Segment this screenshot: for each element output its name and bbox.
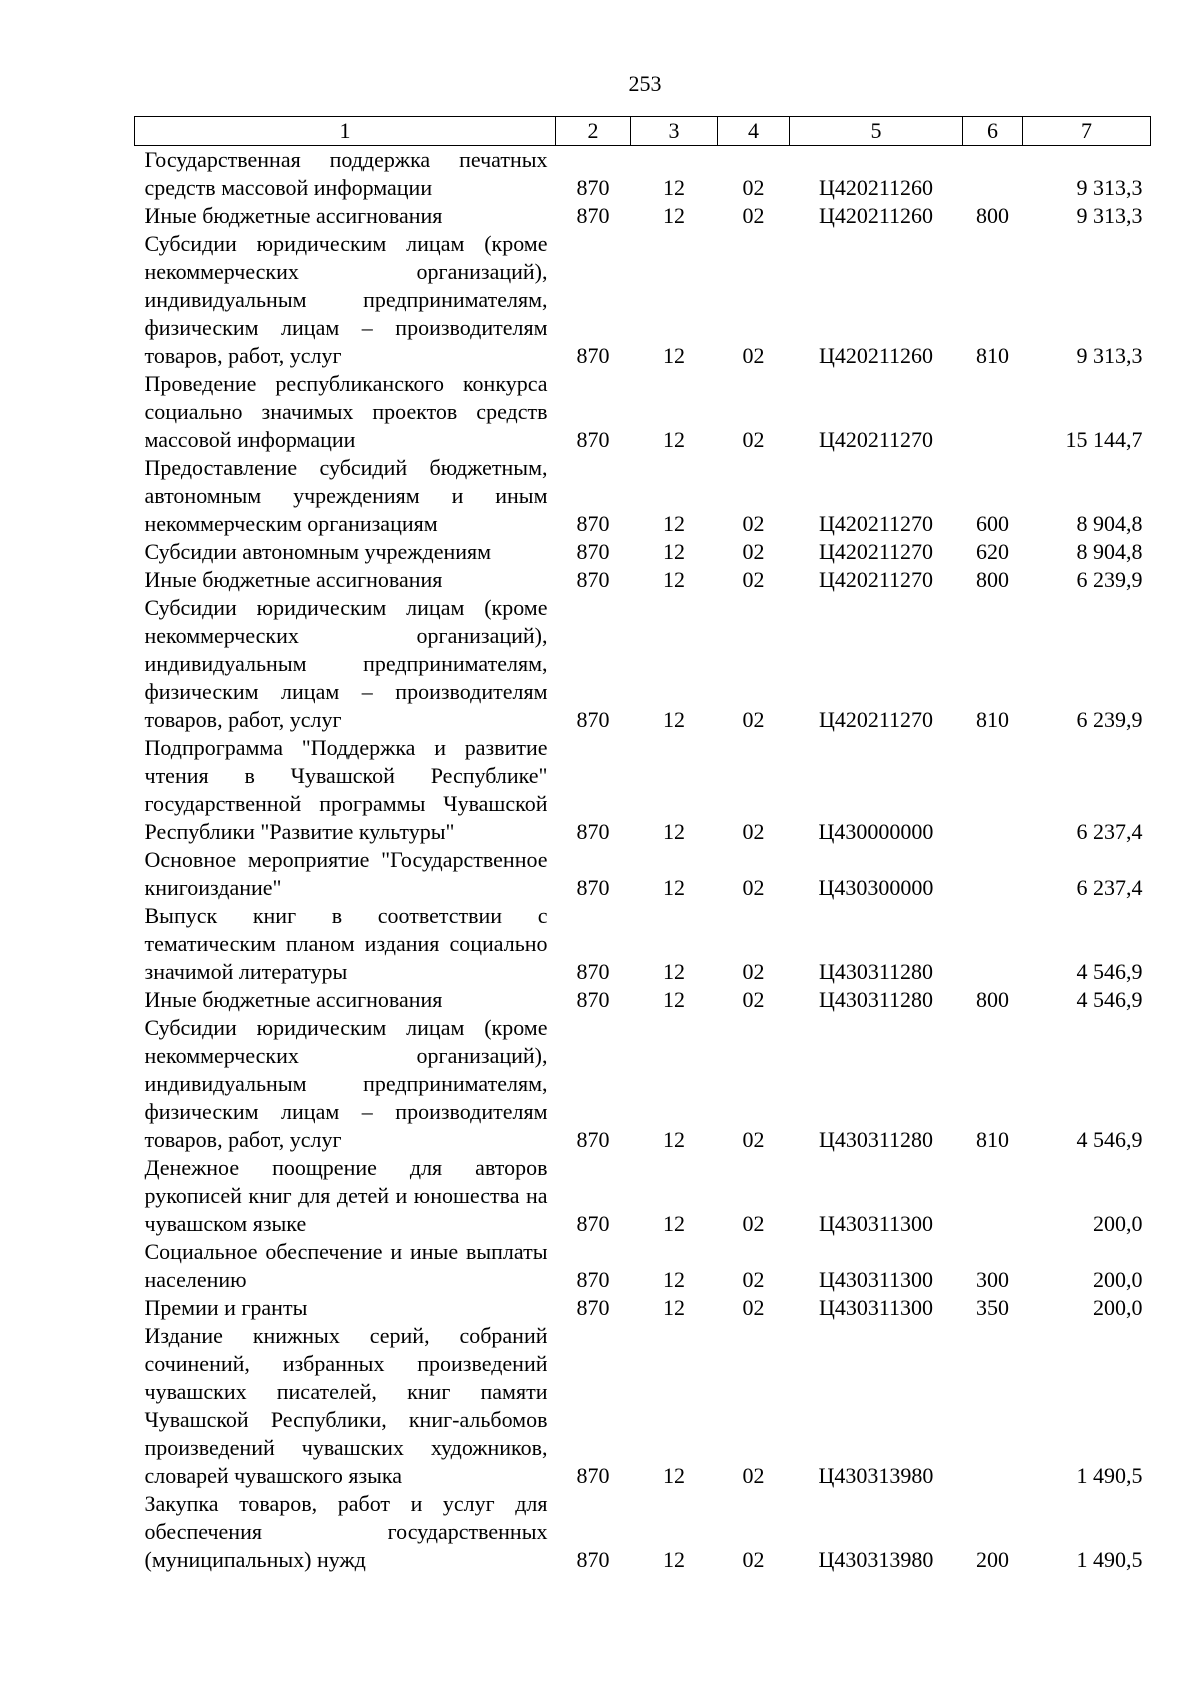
item-name: Выпуск книг в соответствии с тематическим планом издания социально значимой литературы xyxy=(144,903,548,984)
item-name: Закупка товаров, работ и услуг для обеспечения государственных (муниципальных) нужд xyxy=(144,1491,548,1572)
subsection-code: 02 xyxy=(742,427,765,452)
subsection-code: 02 xyxy=(742,819,765,844)
item-name: Основное мероприятие "Государственное книгоиздание" xyxy=(144,847,548,900)
amount: 4 546,9 xyxy=(1076,987,1143,1012)
ministry-code: 870 xyxy=(576,1211,610,1236)
target-article-code: Ц430311280 xyxy=(818,1127,934,1152)
ministry-code: 870 xyxy=(576,567,610,592)
expense-type-code: 800 xyxy=(976,203,1009,228)
expense-type-code: 620 xyxy=(976,539,1009,564)
section-code: 12 xyxy=(663,875,685,900)
amount: 8 904,8 xyxy=(1076,539,1143,564)
expense-type-code: 810 xyxy=(976,707,1009,732)
table-row xyxy=(135,734,1151,846)
ministry-code: 870 xyxy=(576,707,610,732)
item-name: Издание книжных серий, собраний сочинений, избранных произведений чувашских писателей, книг памяти Чувашской Республики, книг-альбомов произведений чувашских художников, словарей чувашского языка xyxy=(144,1323,548,1488)
table-row xyxy=(135,1014,1151,1154)
amount: 9 313,3 xyxy=(1076,175,1143,200)
target-article-code: Ц430300000 xyxy=(818,875,934,900)
table-row xyxy=(135,1154,1151,1238)
amount: 200,0 xyxy=(1093,1295,1143,1320)
table-row xyxy=(135,454,1151,538)
amount: 6 239,9 xyxy=(1076,567,1143,592)
subsection-code: 02 xyxy=(742,175,765,200)
page-number: 253 xyxy=(628,71,662,96)
section-code: 12 xyxy=(663,1127,685,1152)
subsection-code: 02 xyxy=(742,1267,765,1292)
table-row xyxy=(135,846,1151,902)
column-header-6: 6 xyxy=(963,117,1023,146)
item-name: Денежное поощрение для авторов рукописей книг для детей и юношества на чувашском языке xyxy=(144,1155,548,1236)
ministry-code: 870 xyxy=(576,539,610,564)
section-code: 12 xyxy=(663,1211,685,1236)
subsection-code: 02 xyxy=(742,1127,765,1152)
target-article-code: Ц420211260 xyxy=(818,203,934,228)
item-name: Субсидии юридическим лицам (кроме некоммерческих организаций), индивидуальным предпринимателям, физическим лицам – производителям товаров, работ, услуг xyxy=(144,1015,548,1152)
column-header-4: 4 xyxy=(718,117,790,146)
table-row xyxy=(135,902,1151,986)
amount: 200,0 xyxy=(1093,1267,1143,1292)
item-name: Иные бюджетные ассигнования xyxy=(144,987,443,1012)
target-article-code: Ц420211270 xyxy=(818,707,934,732)
item-name: Иные бюджетные ассигнования xyxy=(144,567,443,592)
ministry-code: 870 xyxy=(576,987,610,1012)
expense-type-code: 810 xyxy=(976,1127,1009,1152)
table-row xyxy=(135,594,1151,734)
subsection-code: 02 xyxy=(742,1211,765,1236)
ministry-code: 870 xyxy=(576,1463,610,1488)
expense-type-code: 800 xyxy=(976,987,1009,1012)
section-code: 12 xyxy=(663,203,685,228)
section-code: 12 xyxy=(663,707,685,732)
item-name: Субсидии юридическим лицам (кроме некоммерческих организаций), индивидуальным предпринимателям, физическим лицам – производителям товаров, работ, услуг xyxy=(144,231,548,368)
table-row xyxy=(135,986,1151,1014)
target-article-code: Ц430311300 xyxy=(818,1295,934,1320)
amount: 4 546,9 xyxy=(1076,1127,1143,1152)
target-article-code: Ц430311300 xyxy=(818,1267,934,1292)
section-code: 12 xyxy=(663,175,685,200)
target-article-code: Ц420211260 xyxy=(818,175,934,200)
expense-type-code xyxy=(963,146,1023,203)
subsection-code: 02 xyxy=(742,875,765,900)
section-code: 12 xyxy=(663,819,685,844)
subsection-code: 02 xyxy=(742,539,765,564)
table-row xyxy=(135,538,1151,566)
column-header-2: 2 xyxy=(556,117,631,146)
amount: 1 490,5 xyxy=(1076,1463,1143,1488)
target-article-code: Ц420211270 xyxy=(818,427,934,452)
header-row xyxy=(135,117,1151,146)
column-header-3: 3 xyxy=(631,117,718,146)
target-article-code: Ц420211270 xyxy=(818,567,934,592)
table-row xyxy=(135,566,1151,594)
column-header-7: 7 xyxy=(1023,117,1151,146)
expense-type-code: 810 xyxy=(976,343,1009,368)
ministry-code: 870 xyxy=(576,511,610,536)
section-code: 12 xyxy=(663,987,685,1012)
item-name: Социальное обеспечение и иные выплаты населению xyxy=(144,1239,548,1292)
table-header xyxy=(135,117,1151,146)
ministry-code: 870 xyxy=(576,1547,610,1572)
budget-table xyxy=(134,116,1151,1574)
amount: 6 237,4 xyxy=(1076,875,1143,900)
amount: 9 313,3 xyxy=(1076,343,1143,368)
subsection-code: 02 xyxy=(742,203,765,228)
expense-type-code: 800 xyxy=(976,567,1009,592)
target-article-code: Ц430311280 xyxy=(818,959,934,984)
section-code: 12 xyxy=(663,1295,685,1320)
ministry-code: 870 xyxy=(576,1267,610,1292)
item-name: Субсидии юридическим лицам (кроме некоммерческих организаций), индивидуальным предпринимателям, физическим лицам – производителям товаров, работ, услуг xyxy=(144,595,548,732)
expense-type-code xyxy=(963,734,1023,846)
amount: 4 546,9 xyxy=(1076,959,1143,984)
table-row xyxy=(135,146,1151,203)
ministry-code: 870 xyxy=(576,875,610,900)
item-name: Иные бюджетные ассигнования xyxy=(144,203,443,228)
item-name: Премии и гранты xyxy=(144,1295,308,1320)
target-article-code: Ц430313980 xyxy=(818,1463,934,1488)
expense-type-code: 600 xyxy=(976,511,1009,536)
subsection-code: 02 xyxy=(742,511,765,536)
subsection-code: 02 xyxy=(742,1295,765,1320)
section-code: 12 xyxy=(663,567,685,592)
subsection-code: 02 xyxy=(742,1463,765,1488)
subsection-code: 02 xyxy=(742,567,765,592)
expense-type-code xyxy=(963,370,1023,454)
item-name: Предоставление субсидий бюджетным, автономным учреждениям и иным некоммерческим организациям xyxy=(144,455,548,536)
expense-type-code: 300 xyxy=(976,1267,1009,1292)
expense-type-code xyxy=(963,902,1023,986)
ministry-code: 870 xyxy=(576,203,610,228)
amount: 15 144,7 xyxy=(1065,427,1143,452)
expense-type-code xyxy=(963,846,1023,902)
section-code: 12 xyxy=(663,539,685,564)
target-article-code: Ц430313980 xyxy=(818,1547,934,1572)
subsection-code: 02 xyxy=(742,987,765,1012)
ministry-code: 870 xyxy=(576,343,610,368)
section-code: 12 xyxy=(663,959,685,984)
item-name: Субсидии автономным учреждениям xyxy=(144,539,492,564)
amount: 6 239,9 xyxy=(1076,707,1143,732)
target-article-code: Ц420211260 xyxy=(818,343,934,368)
subsection-code: 02 xyxy=(742,707,765,732)
ministry-code: 870 xyxy=(576,1295,610,1320)
section-code: 12 xyxy=(663,511,685,536)
ministry-code: 870 xyxy=(576,1127,610,1152)
section-code: 12 xyxy=(663,343,685,368)
section-code: 12 xyxy=(663,427,685,452)
table-row xyxy=(135,1238,1151,1294)
amount: 6 237,4 xyxy=(1076,819,1143,844)
ministry-code: 870 xyxy=(576,959,610,984)
expense-type-code: 350 xyxy=(976,1295,1009,1320)
column-header-5: 5 xyxy=(790,117,963,146)
target-article-code: Ц420211270 xyxy=(818,539,934,564)
amount: 200,0 xyxy=(1093,1211,1143,1236)
table-row xyxy=(135,1490,1151,1574)
target-article-code: Ц430000000 xyxy=(818,819,934,844)
target-article-code: Ц420211270 xyxy=(818,511,934,536)
ministry-code: 870 xyxy=(576,427,610,452)
table-row xyxy=(135,1294,1151,1322)
subsection-code: 02 xyxy=(742,1547,765,1572)
item-name: Проведение республиканского конкурса социально значимых проектов средств массовой информации xyxy=(144,371,548,452)
table-row xyxy=(135,1322,1151,1490)
amount: 1 490,5 xyxy=(1076,1547,1143,1572)
table-row xyxy=(135,202,1151,230)
expense-type-code xyxy=(963,1154,1023,1238)
target-article-code: Ц430311280 xyxy=(818,987,934,1012)
expense-type-code xyxy=(963,1322,1023,1490)
subsection-code: 02 xyxy=(742,959,765,984)
ministry-code: 870 xyxy=(576,175,610,200)
section-code: 12 xyxy=(663,1463,685,1488)
amount: 9 313,3 xyxy=(1076,203,1143,228)
section-code: 12 xyxy=(663,1267,685,1292)
ministry-code: 870 xyxy=(576,819,610,844)
section-code: 12 xyxy=(663,1547,685,1572)
item-name: Государственная поддержка печатных средств массовой информации xyxy=(144,147,548,200)
expense-type-code: 200 xyxy=(976,1547,1009,1572)
table-body xyxy=(135,146,1151,1575)
target-article-code: Ц430311300 xyxy=(818,1211,934,1236)
item-name: Подпрограмма "Поддержка и развитие чтения в Чувашской Республике" государственной программы Чувашской Республики "Развитие культуры" xyxy=(144,735,548,844)
amount: 8 904,8 xyxy=(1076,511,1143,536)
table-row xyxy=(135,370,1151,454)
subsection-code: 02 xyxy=(742,343,765,368)
column-header-1: 1 xyxy=(135,117,556,146)
table-row xyxy=(135,230,1151,370)
